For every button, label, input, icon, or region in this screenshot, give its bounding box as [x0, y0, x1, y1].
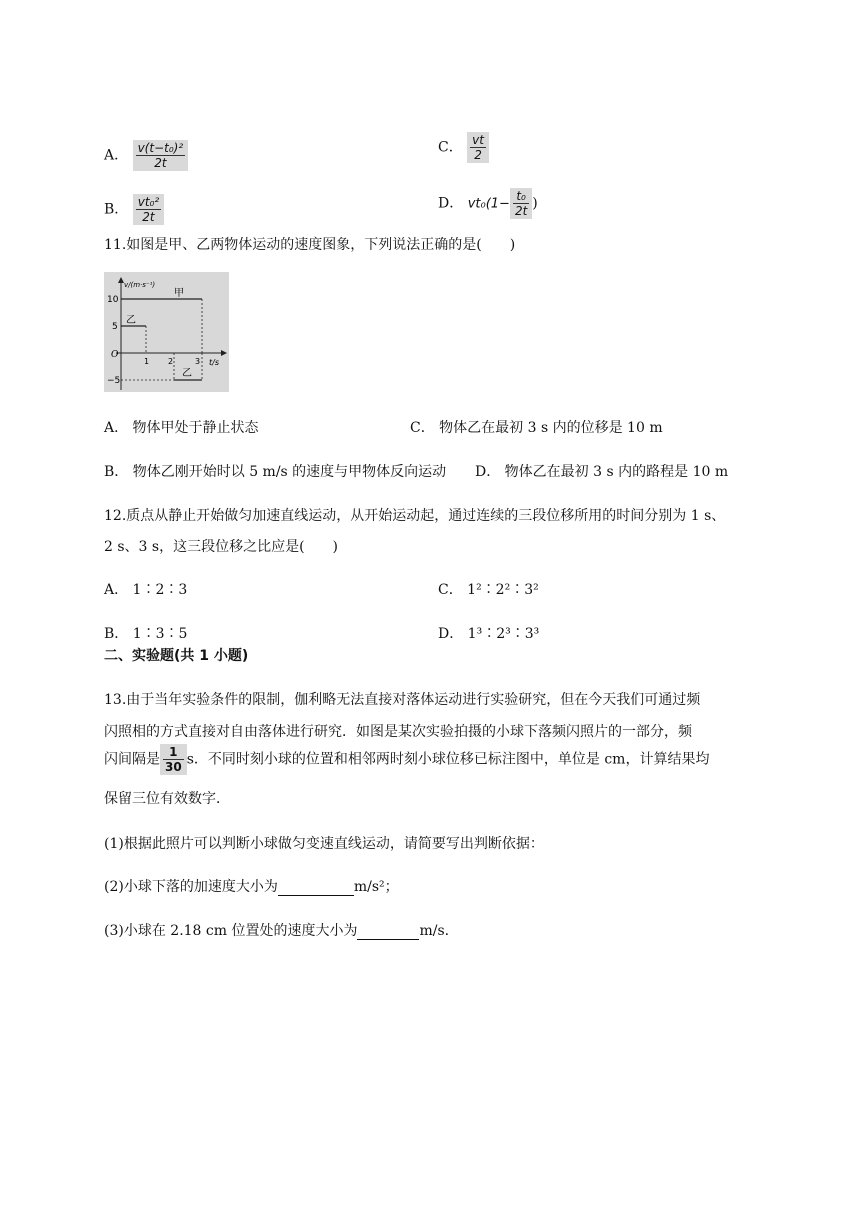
q10-option-b — [104, 194, 164, 225]
q13-line-2: 闪照相的方式直接对自由落体进行研究．如图是某次实验拍摄的小球下落频闪照片的一部分，频 — [104, 724, 692, 740]
series-yi-label-bottom: 乙 — [182, 368, 192, 379]
q13-line-3-suffix: s．不同时刻小球的位置和相邻两时刻小球位移已标注图中，单位是 cm，计算结果均 — [186, 751, 710, 768]
velocity-time-graph-svg — [104, 272, 229, 392]
q11-stem: 11.如图是甲、乙两物体运动的速度图象，下列说法正确的是( ) — [104, 237, 516, 253]
q13-sub-2-suffix: m/s²； — [353, 879, 399, 895]
q10-option-a-numerator: v(t−t₀)² — [137, 141, 184, 155]
q10-option-d-formula — [510, 188, 532, 219]
q10-option-d-label: D． — [438, 195, 464, 212]
q13-sub-2-prefix: (2)小球下落的加速度大小为 — [104, 879, 278, 895]
series-yi-label-top: 乙 — [126, 315, 136, 326]
q10-option-a-formula — [133, 140, 189, 171]
q10-option-a-label: A． — [104, 147, 129, 164]
q13-line-1: 13.由于当年实验条件的限制，伽利略无法直接对落体运动进行实验研究，但在今天我们可通过频 — [104, 692, 701, 708]
q10-option-d — [438, 188, 538, 219]
x-axis-label: t/s — [209, 358, 219, 367]
q12-stem-line-2: 2 s、3 s，这三段位移之比应是( ) — [104, 539, 339, 555]
q13-sub-question-1: (1)根据此照片可以判断小球做匀变速直线运动，请简要写出判断依据： — [104, 836, 544, 852]
q10-option-a-denominator: 2t — [154, 156, 167, 170]
q10-option-c-label: C． — [438, 139, 463, 156]
q12-option-a: A． 1∶2∶3 — [104, 582, 188, 598]
origin-label: O — [111, 350, 119, 360]
q13-sub-3-answer-blank[interactable] — [357, 925, 419, 940]
q11-option-b: B． 物体乙刚开始时以 5 m/s 的速度与甲物体反向运动 — [104, 464, 447, 480]
q12-option-b: B． 1∶3∶5 — [104, 626, 188, 642]
q12-stem-line-1: 12.质点从静止开始做匀加速直线运动，从开始运动起，通过连续的三段位移所用的时间分别为 1 s、 — [104, 508, 726, 524]
q11-option-c: C． 物体乙在最初 3 s 内的位移是 10 m — [410, 420, 663, 436]
q10-option-c-formula — [467, 132, 489, 163]
q13-interval-denominator: 30 — [165, 760, 182, 774]
y-tick-5: 5 — [112, 322, 118, 332]
q13-line-4: 保留三位有效数字． — [104, 791, 230, 807]
q13-line-3-prefix: 闪间隔是 — [104, 751, 160, 768]
q10-option-b-numerator: vt₀² — [137, 195, 160, 209]
q12-option-c: C． 1²∶2²∶3² — [438, 582, 539, 598]
velocity-time-graph — [104, 272, 229, 392]
x-tick-2: 2 — [168, 357, 174, 366]
section-heading: 二、实验题(共 1 小题) — [104, 648, 249, 664]
series-jia-label: 甲 — [174, 288, 184, 299]
q10-option-d-suffix: ) — [532, 195, 538, 212]
q13-sub-3-suffix: m/s. — [419, 923, 450, 939]
q10-option-b-denominator: 2t — [142, 210, 155, 224]
q13-sub-2-answer-blank[interactable] — [278, 881, 354, 896]
y-tick-minus-5: −5 — [107, 376, 121, 386]
x-tick-3: 3 — [195, 357, 201, 366]
q13-line-3 — [104, 744, 709, 775]
y-tick-10: 10 — [107, 295, 119, 305]
q10-option-b-label: B． — [104, 201, 129, 218]
q10-option-d-numerator: t₀ — [513, 189, 529, 204]
q11-option-d: D． 物体乙在最初 3 s 内的路程是 10 m — [475, 464, 729, 480]
q11-option-a: A． 物体甲处于静止状态 — [104, 420, 259, 436]
q13-sub-question-3 — [104, 920, 449, 940]
y-axis-label: v/(m·s⁻¹) — [124, 281, 156, 289]
q10-option-c — [438, 132, 489, 163]
q13-sub-3-prefix: (3)小球在 2.18 cm 位置处的速度大小为 — [104, 923, 358, 939]
q10-option-d-denominator: 2t — [514, 204, 528, 218]
q13-sub-question-2 — [104, 876, 399, 896]
q10-option-a — [104, 140, 188, 171]
q13-interval-numerator: 1 — [163, 745, 184, 760]
q10-option-c-numerator: vt — [472, 133, 484, 147]
q12-option-d: D． 1³∶2³∶3³ — [438, 626, 540, 642]
q10-option-b-formula — [133, 194, 164, 225]
q10-option-d-prefix: vt₀(1− — [467, 196, 510, 212]
q13-interval-fraction — [160, 744, 187, 775]
x-tick-1: 1 — [144, 357, 150, 366]
q10-option-c-denominator: 2 — [474, 148, 482, 162]
